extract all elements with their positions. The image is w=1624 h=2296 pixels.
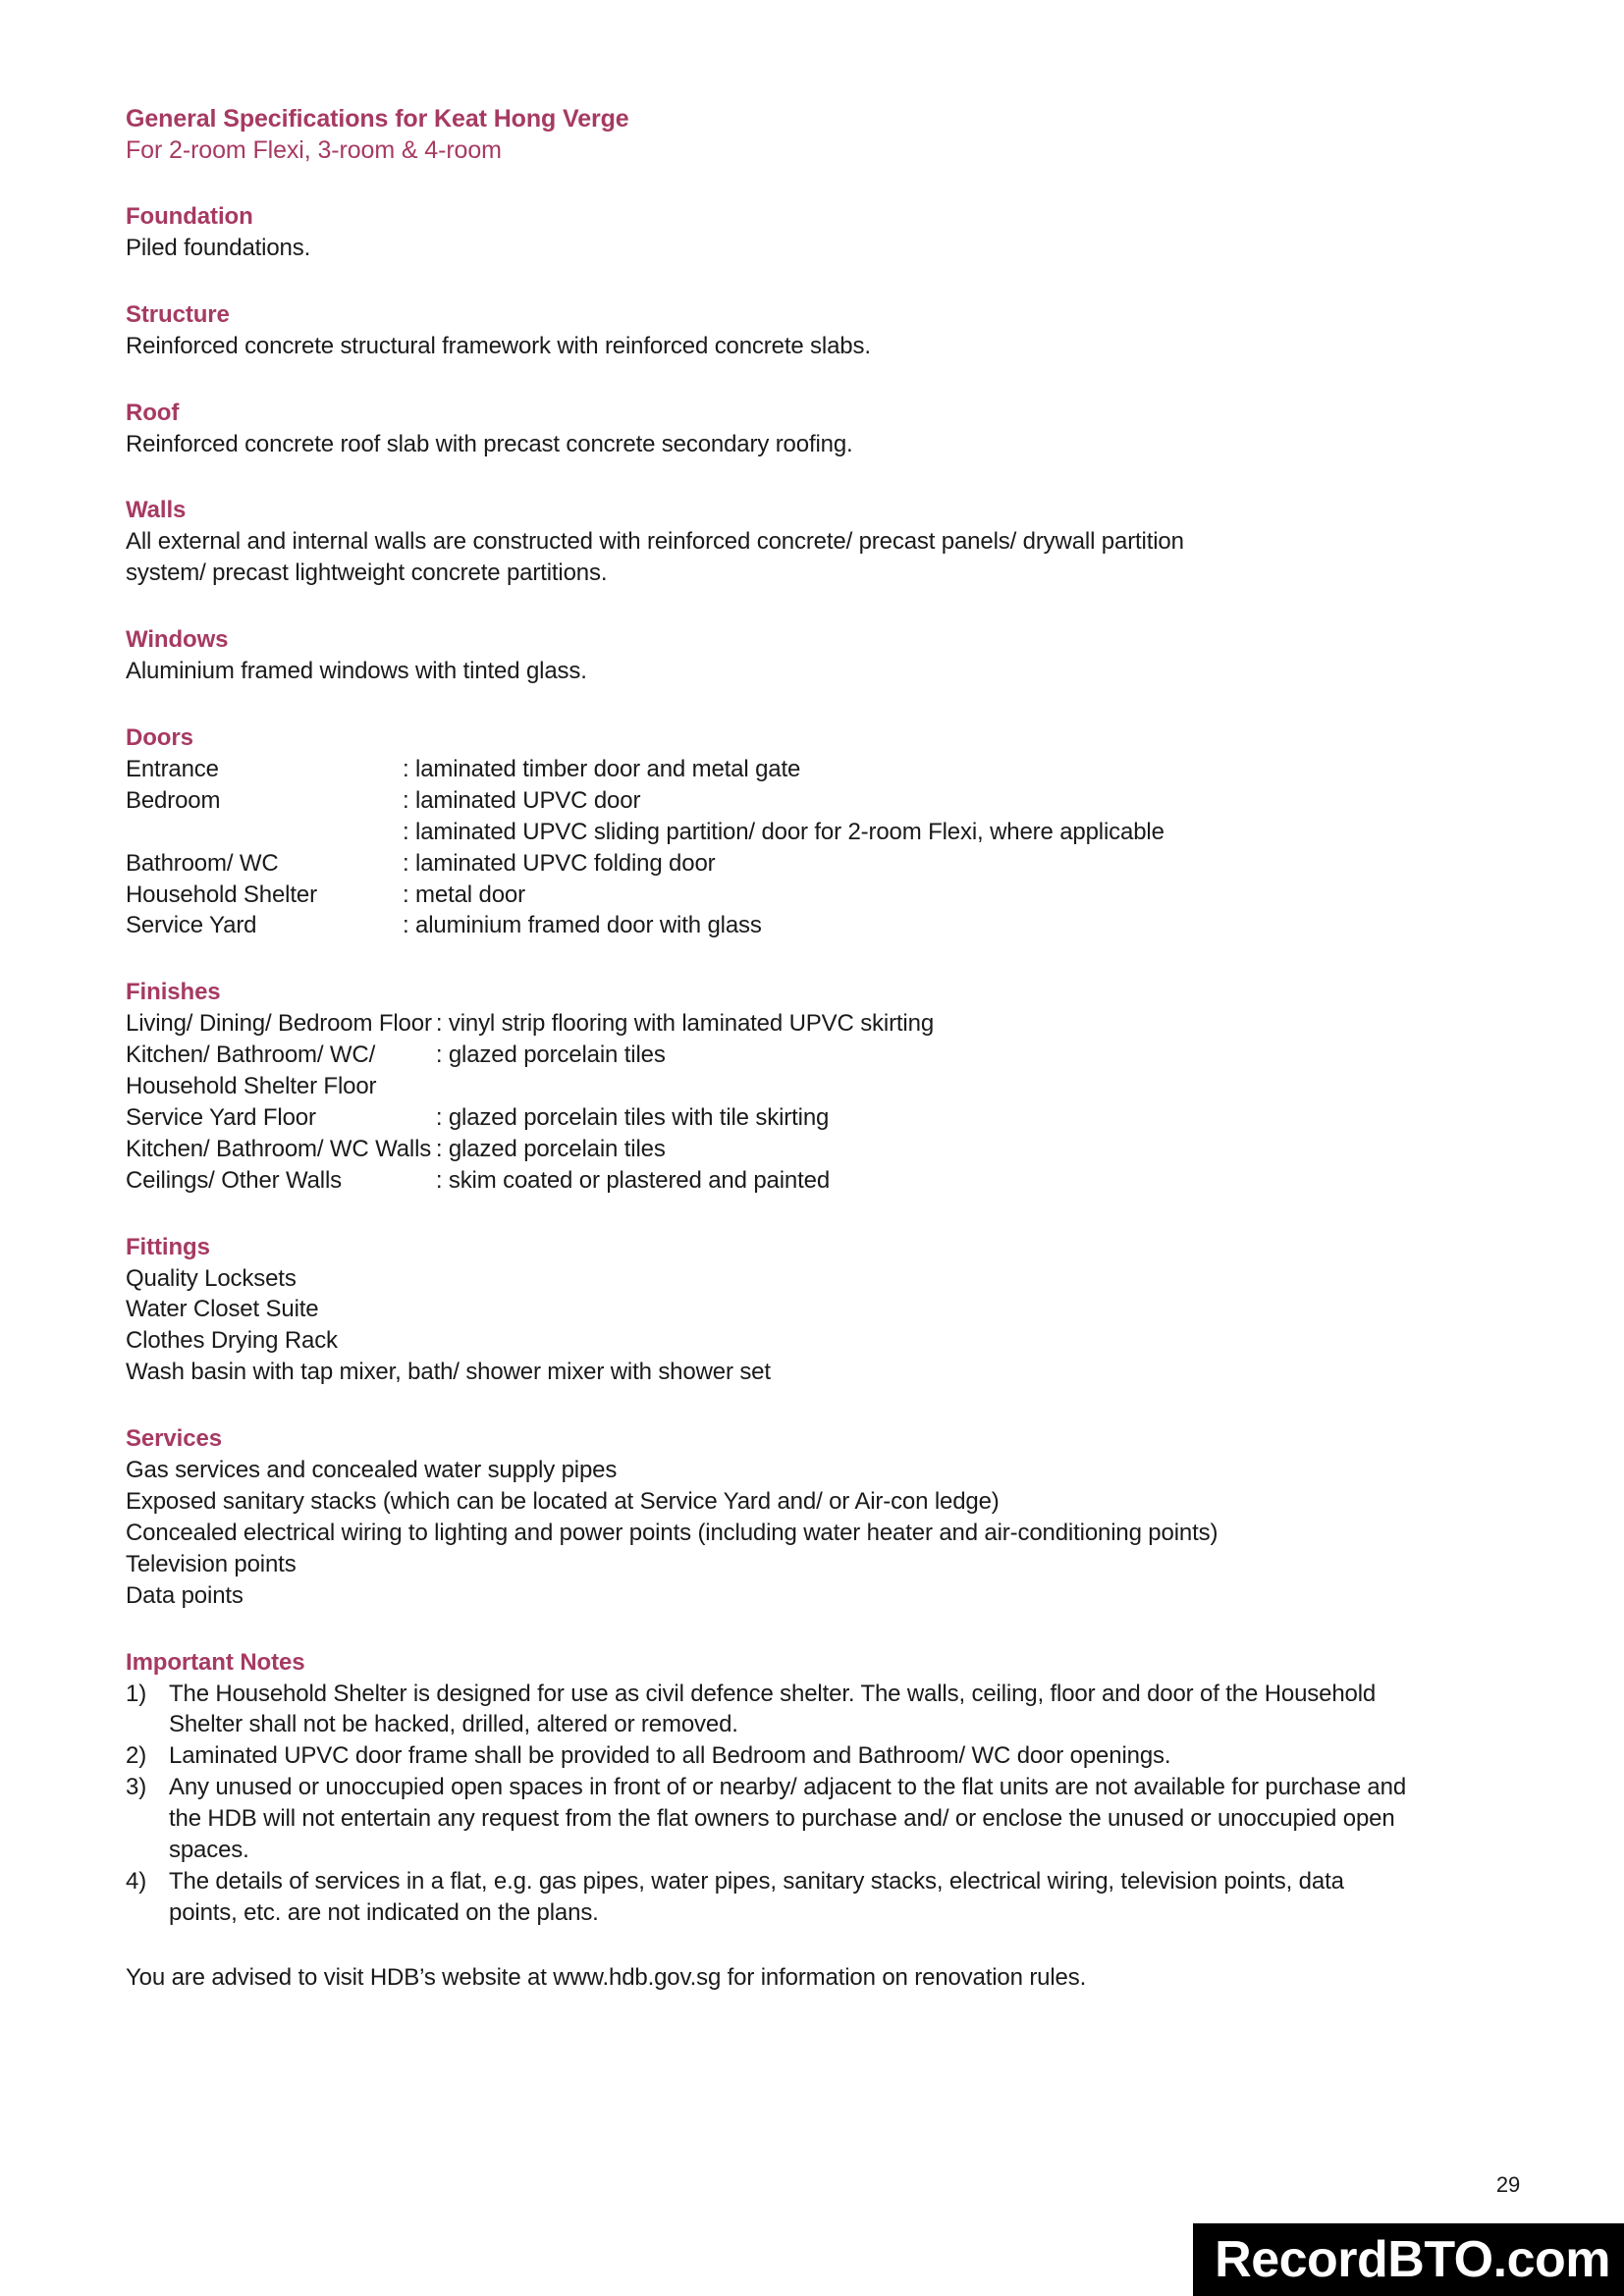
spec-value: : aluminium framed door with glass	[403, 912, 762, 939]
list-item	[126, 1772, 1500, 1866]
list-item: Concealed electrical wiring to lighting and power points (including water heater and air-conditioning points)	[126, 1519, 1218, 1546]
spec-value: : laminated UPVC door	[403, 786, 641, 814]
table-row	[126, 1040, 1500, 1071]
body-text: Aluminium framed windows with tinted glass.	[126, 658, 587, 685]
spec-value: : glazed porcelain tiles with tile skirting	[435, 1103, 830, 1131]
list-item: Water Closet Suite	[126, 1296, 319, 1323]
section-heading-walls: Walls	[126, 497, 187, 524]
body-text: Reinforced concrete roof slab with precast concrete secondary roofing.	[126, 430, 853, 457]
section-heading-important-notes: Important Notes	[126, 1648, 305, 1676]
table-row	[126, 1165, 1500, 1197]
spec-label: Ceilings/ Other Walls	[126, 1166, 343, 1194]
spec-label: Household Shelter Floor	[126, 1073, 377, 1100]
note-text: The Household Shelter is designed for use as civil defence shelter. The walls, ceiling, floor and door of the Household Shelter shall not be hacked, drilled, altered or removed.	[169, 1680, 1377, 1738]
spec-label: Living/ Dining/ Bedroom Floor	[126, 1010, 432, 1038]
note-text: The details of services in a flat, e.g. gas pipes, water pipes, sanitary stacks, electrical wiring, television points, data points, etc. are not indicated on the plans.	[169, 1867, 1344, 1926]
section-heading-doors: Doors	[126, 723, 193, 751]
list-item: Wash basin with tap mixer, bath/ shower mixer with shower set	[126, 1359, 771, 1386]
table-row	[126, 754, 1500, 785]
finishes-spec-table	[126, 1008, 1500, 1196]
note-text: Laminated UPVC door frame shall be provided to all Bedroom and Bathroom/ WC door openings.	[169, 1742, 1171, 1770]
section-heading-windows: Windows	[126, 626, 229, 654]
table-row	[126, 880, 1500, 911]
body-text: Reinforced concrete structural framework with reinforced concrete slabs.	[126, 332, 871, 359]
note-number: 4)	[126, 1867, 147, 1895]
spec-label: Bedroom	[126, 786, 221, 814]
table-row	[126, 817, 1500, 848]
page-subtitle: For 2-room Flexi, 3-room & 4-room	[126, 136, 502, 164]
section-heading-finishes: Finishes	[126, 979, 221, 1006]
spec-value: : glazed porcelain tiles	[435, 1135, 666, 1162]
spec-label: Entrance	[126, 755, 219, 782]
body-text: Piled foundations.	[126, 234, 311, 261]
spec-value: : glazed porcelain tiles	[435, 1041, 666, 1069]
list-item	[126, 1866, 1500, 1929]
spec-value: : laminated UPVC folding door	[403, 849, 716, 877]
spec-value: : skim coated or plastered and painted	[435, 1166, 831, 1194]
spec-value: : laminated UPVC sliding partition/ door for 2-room Flexi, where applicable	[403, 818, 1164, 845]
body-text: system/ precast lightweight concrete partitions.	[126, 560, 608, 587]
table-row	[126, 1008, 1500, 1040]
body-text: All external and internal walls are constructed with reinforced concrete/ precast panels/ drywall partition	[126, 528, 1184, 556]
section-heading-fittings: Fittings	[126, 1233, 210, 1260]
spec-label: Household Shelter	[126, 881, 317, 908]
spec-label: Service Yard	[126, 912, 257, 939]
spec-value	[436, 1071, 1500, 1102]
list-item: Data points	[126, 1581, 244, 1609]
document-content	[126, 103, 1500, 1994]
list-item: Exposed sanitary stacks (which can be located at Service Yard and/ or Air-con ledge)	[126, 1488, 1000, 1515]
note-number: 1)	[126, 1680, 147, 1707]
list-item: Gas services and concealed water supply pipes	[126, 1457, 618, 1484]
closing-advisory-text: You are advised to visit HDB’s website at www.hdb.gov.sg for information on renovation rules.	[126, 1963, 1087, 1991]
spec-value: : laminated timber door and metal gate	[403, 755, 801, 782]
section-doors	[126, 722, 1500, 941]
list-item: Television points	[126, 1550, 297, 1577]
table-row	[126, 785, 1500, 817]
table-row	[126, 1134, 1500, 1165]
list-item	[126, 1679, 1500, 1741]
spec-label: Bathroom/ WC	[126, 849, 279, 877]
section-important-notes	[126, 1647, 1500, 1929]
section-heading-foundation: Foundation	[126, 203, 253, 230]
page-title: General Specifications for Keat Hong Verge	[126, 105, 629, 133]
section-roof	[126, 398, 1500, 460]
spec-value: : metal door	[403, 881, 525, 908]
table-row	[126, 1102, 1500, 1134]
page-number: 29	[1495, 2172, 1520, 2197]
section-fittings	[126, 1232, 1500, 1389]
list-item: Quality Locksets	[126, 1264, 297, 1292]
spec-label	[126, 817, 403, 848]
table-row	[126, 848, 1500, 880]
note-number: 2)	[126, 1742, 147, 1770]
list-item: Clothes Drying Rack	[126, 1327, 338, 1355]
section-windows	[126, 624, 1500, 687]
section-walls	[126, 495, 1500, 589]
doors-spec-table	[126, 754, 1500, 941]
section-foundation	[126, 201, 1500, 264]
section-structure	[126, 299, 1500, 362]
watermark-recordbto: RecordBTO.com	[1193, 2223, 1624, 2296]
notes-list	[126, 1679, 1500, 1929]
section-finishes	[126, 977, 1500, 1196]
section-heading-services: Services	[126, 1425, 222, 1453]
spec-label: Kitchen/ Bathroom/ WC Walls	[126, 1135, 432, 1162]
table-row	[126, 910, 1500, 941]
note-number: 3)	[126, 1774, 147, 1801]
section-heading-roof: Roof	[126, 399, 180, 426]
spec-value: : vinyl strip flooring with laminated UPVC skirting	[435, 1010, 935, 1038]
spec-label: Kitchen/ Bathroom/ WC/	[126, 1041, 376, 1069]
note-text: Any unused or unoccupied open spaces in front of or nearby/ adjacent to the flat units are not available for purchase and the HDB will not entertain any request from the flat owners to purchase and/ or enclose the unused or unoccupied open spaces.	[169, 1774, 1407, 1864]
spec-label: Service Yard Floor	[126, 1103, 316, 1131]
table-row	[126, 1071, 1500, 1102]
section-services	[126, 1423, 1500, 1611]
section-heading-structure: Structure	[126, 300, 230, 328]
list-item	[126, 1740, 1500, 1772]
